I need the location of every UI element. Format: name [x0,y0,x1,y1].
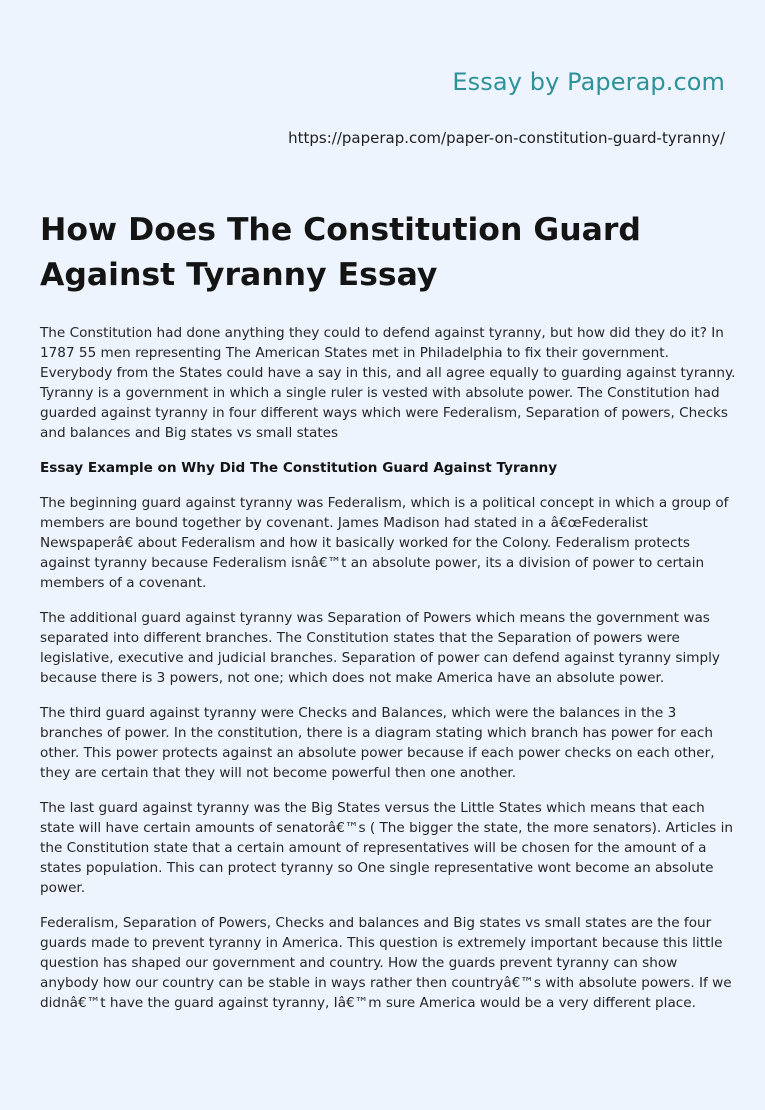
essay-body [40,323,740,1028]
body-paragraph: Federalism, Separation of Powers, Checks and balances and Big states vs small states are the four guards made to prevent tyranny in America. This question is extremely important because this little question has shaped our government and country. How the guards prevent tyranny can show anybody how our country can be stable in ways rather then countryâ€™s with absolute powers. If we didnâ€™t have the guard against tyranny, Iâ€™m sure America would be a very different place. [40,915,732,1011]
body-paragraph: The third guard against tyranny were Checks and Balances, which were the balances in the 3 branches of power. In the constitution, there is a diagram stating which branch has power for each other. This power protects against an absolute power because if each power checks on each other, they are certain that they will not become powerful then one another. [40,705,715,781]
body-paragraph: The additional guard against tyranny was Separation of Powers which means the government was separated into different branches. The Constitution states that the Separation of powers were legislative, executive and judicial branches. Separation of power can defend against tyranny simply because there is 3 powers, not one; which does not make America have an absolute power. [40,610,720,686]
intro-paragraph: The Constitution had done anything they could to defend against tyranny, but how did they do it? In 1787 55 men representing The American States met in Philadelphia to fix their government. Everybody from the States could have a say in this, and all agree equally to guarding against tyranny. Tyranny is a government in which a single ruler is vested with absolute power. The Constitution had guarded against tyranny in four different ways which were Federalism, Separation of powers, Checks and balances and Big states vs small states [40,325,736,441]
essay-title: How Does The Constitution Guard Against Tyranny Essay [40,212,641,293]
body-paragraph: The beginning guard against tyranny was Federalism, which is a political concept in which a group of members are bound together by covenant. James Madison had stated in a â€œFederalist Newspaperâ€ about Federalism and how it basically worked for the Colony. Federalism protects against tyranny because Federalism isnâ€™t an absolute power, its a division of power to certain members of a covenant. [40,495,729,591]
body-paragraph: The last guard against tyranny was the Big States versus the Little States which means that each state will have certain amounts of senatorâ€™s ( The bigger the state, the more senators). Articles in the Constitution state that a certain amount of representatives will be chosen for the amount of a states population. This can protect tyranny so One single representative wont become an absolute power. [40,800,733,896]
brand-link[interactable]: Essay by Paperap.com [452,68,725,96]
source-url-link[interactable]: https://paperap.com/paper-on-constitution-guard-tyranny/ [288,129,725,147]
essay-subheading: Essay Example on Why Did The Constitution Guard Against Tyranny [40,460,558,476]
